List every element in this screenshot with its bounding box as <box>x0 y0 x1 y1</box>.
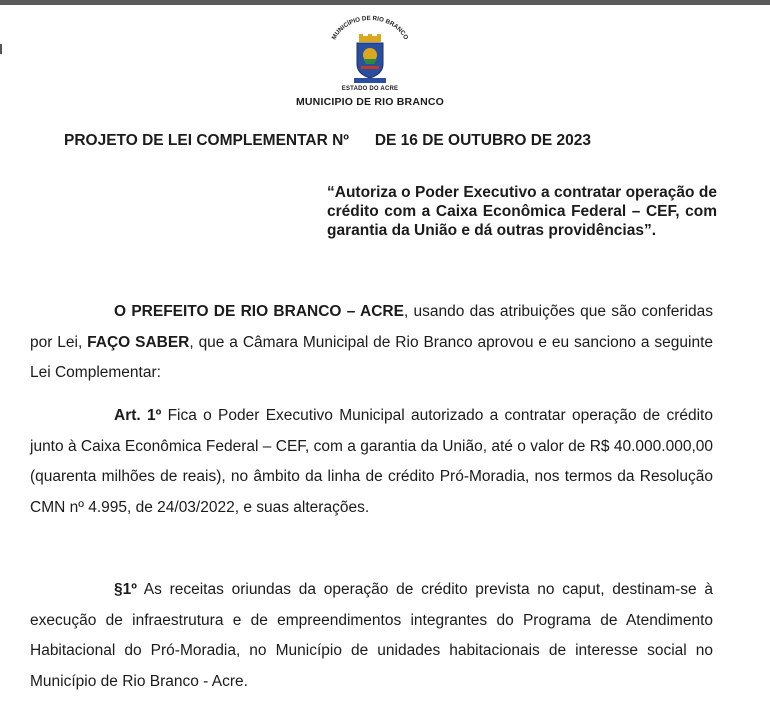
bill-title <box>64 132 591 150</box>
seal-state-label: ESTADO DO ACRE <box>341 86 399 92</box>
municipality-name: MUNICIPIO DE RIO BRANCO <box>295 96 445 108</box>
top-edge-bar <box>0 0 770 5</box>
coat-of-arms-icon <box>352 34 388 84</box>
svg-text:MUNICÍPIO DE RIO BRANCO: MUNICÍPIO DE RIO BRANCO <box>330 14 410 41</box>
paragraph-1-label: §1º <box>114 581 137 598</box>
article-1-text: Fica o Poder Executivo Municipal autorizado a contratar operação de crédito junto à Caixa Econômica Federal – CEF, com a garantia da União, até o valor de R$ 40.000.000,00 (quarenta milhões de reais), no âmbito da linha de crédito Pró-Moradia, nos termos da Resolução CMN nº 4.995, de 24/03/2022, e suas alterações. <box>30 407 713 516</box>
bill-date: DE 16 DE OUTUBRO DE 2023 <box>374 132 592 149</box>
paragraph-1-text: As receitas oriundas da operação de crédito prevista no caput, destinam-se à execução de infraestrutura e de empreendimentos integrantes do Programa de Atendimento Habitacional do Pró-Moradia, no Município de unidades habitacionais de interesse social no Município de Rio Branco - Acre. <box>30 581 713 690</box>
article-1 <box>30 401 713 523</box>
preamble-paragraph <box>30 297 713 389</box>
municipal-seal <box>315 14 425 94</box>
bill-summary: “Autoriza o Poder Executivo a contratar operação de crédito com a Caixa Econômica Federal – CEF, com garantia da União e dá outras providências”. <box>327 184 717 239</box>
paragraph-1 <box>30 575 713 697</box>
preamble-text-b: , que a Câmara Municipal de Rio Branco aprovou e eu sanciono a seguinte Lei Complementar: <box>30 333 714 381</box>
article-1-label: Art. 1º <box>114 407 162 424</box>
document-header <box>0 14 740 108</box>
preamble-text-a: , usando das atribuições que são conferidas por Lei, <box>30 303 714 351</box>
mayor-title: O PREFEITO DE RIO BRANCO – ACRE <box>114 303 404 320</box>
bill-number-label: PROJETO DE LEI COMPLEMENTAR Nº <box>64 132 349 149</box>
announcement-phrase: FAÇO SABER <box>87 333 190 351</box>
